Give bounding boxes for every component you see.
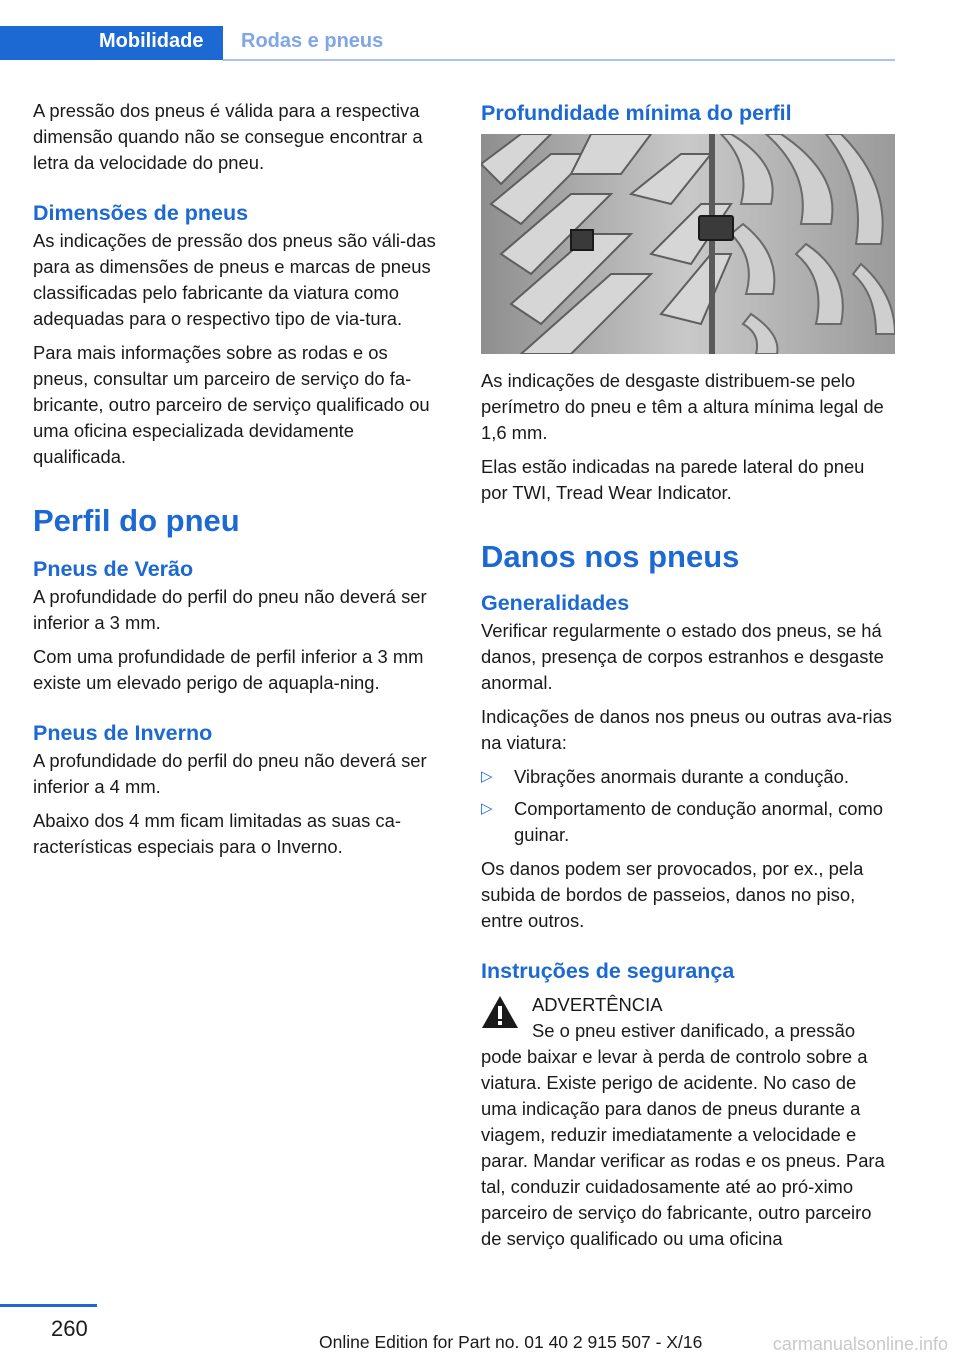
tab-mobilidade[interactable] [0, 26, 223, 60]
verao-heading: Pneus de Verão [33, 557, 194, 581]
dimensoes-paragraph-1: As indicações de pressão dos pneus são váli‐das para as dimensões de pneus e marcas de pneus classificadas pelo fabricante da viatura como adequadas para o respectivo tipo de via‐tura. [33, 230, 436, 329]
tab-mobilidade-label: Mobilidade [99, 30, 204, 52]
tyre-tread-image [481, 134, 895, 354]
footer-rule [0, 1304, 97, 1307]
footer-edition: Online Edition for Part no. 01 40 2 915 507 - X/16 [319, 1332, 703, 1352]
triangle-bullet-icon: ▷ [481, 768, 493, 785]
verao-paragraph-1: A profundidade do perfil do pneu não deverá ser inferior a 3 mm. [33, 586, 427, 633]
right-column [481, 98, 895, 1252]
seguranca-heading: Instruções de segurança [481, 959, 735, 983]
list-item [481, 764, 895, 790]
profundidade-paragraph-2: Elas estão indicadas na parede lateral do pneu por TWI, Tread Wear Indicator. [481, 456, 865, 503]
watermark: carmanualsonline.info [772, 1334, 948, 1354]
header-tab-bar [0, 0, 895, 62]
warning-title: ADVERTÊNCIA [532, 994, 663, 1015]
inverno-paragraph-1: A profundidade do perfil do pneu não deverá ser inferior a 4 mm. [33, 750, 427, 797]
profundidade-heading: Profundidade mínima do perfil [481, 101, 792, 125]
left-column [33, 98, 447, 868]
list-item-text: Vibrações anormais durante a condução. [514, 766, 849, 787]
generalidades-paragraph-1: Verificar regularmente o estado dos pneus, se há danos, presença de corpos estranhos e desgaste anormal. [481, 620, 884, 693]
header-divider [223, 59, 895, 61]
danos-heading: Danos nos pneus [481, 539, 740, 574]
warning-first-line: Se o pneu estiver danificado, a pressão [532, 1020, 856, 1041]
intro-paragraph: A pressão dos pneus é válida para a respectiva dimensão quando não se consegue encontrar a letra da velocidade do pneu. [33, 100, 423, 173]
generalidades-paragraph-3: Os danos podem ser provocados, por ex., pela subida de bordos de passeios, danos no piso, entre outros. [481, 858, 864, 931]
verao-paragraph-2: Com uma profundidade de perfil inferior a 3 mm existe um elevado perigo de aquapla‐ning. [33, 646, 424, 693]
generalidades-heading: Generalidades [481, 591, 630, 615]
tyre-tread-illustration [481, 134, 895, 354]
warning-triangle-icon [481, 994, 519, 1030]
triangle-bullet-icon: ▷ [481, 800, 493, 817]
dimensoes-heading: Dimensões de pneus [33, 201, 249, 225]
perfil-heading: Perfil do pneu [33, 503, 240, 538]
warning-text: pode baixar e levar à perda de controlo sobre a viatura. Existe perigo de acidente. No caso de uma indicação para danos de pneus durante a viagem, reduzir imediatamente a velocidade e parar. Mandar verificar as rodas e os pneus. Para tal, conduzir cuidadosamente até ao pró‐ximo parceiro de serviço do fabricante, outro parceiro de serviço qualificado ou uma oficina [481, 1046, 885, 1249]
dimensoes-paragraph-2: Para mais informações sobre as rodas e os pneus, consultar um parceiro de serviço do fa‐bricante, outro parceiro de serviço qualificado ou uma oficina especializada devidamente qualificada. [33, 342, 430, 467]
tab-rodas-e-pneus[interactable]: Rodas e pneus [241, 30, 384, 52]
inverno-heading: Pneus de Inverno [33, 721, 213, 745]
page-number: 260 [51, 1316, 88, 1341]
inverno-paragraph-2: Abaixo dos 4 mm ficam limitadas as suas ca‐racterísticas especiais para o Inverno. [33, 810, 401, 857]
generalidades-paragraph-2: Indicações de danos nos pneus ou outras ava‐rias na viatura: [481, 706, 892, 753]
damage-indicators-list [481, 764, 895, 848]
profundidade-paragraph-1: As indicações de desgaste distribuem-se pelo perímetro do pneu e têm a altura mínima legal de 1,6 mm. [481, 370, 884, 443]
list-item-text: Comportamento de condução anormal, como guinar. [514, 798, 884, 845]
list-item [481, 796, 895, 848]
warning-block [481, 992, 895, 1044]
